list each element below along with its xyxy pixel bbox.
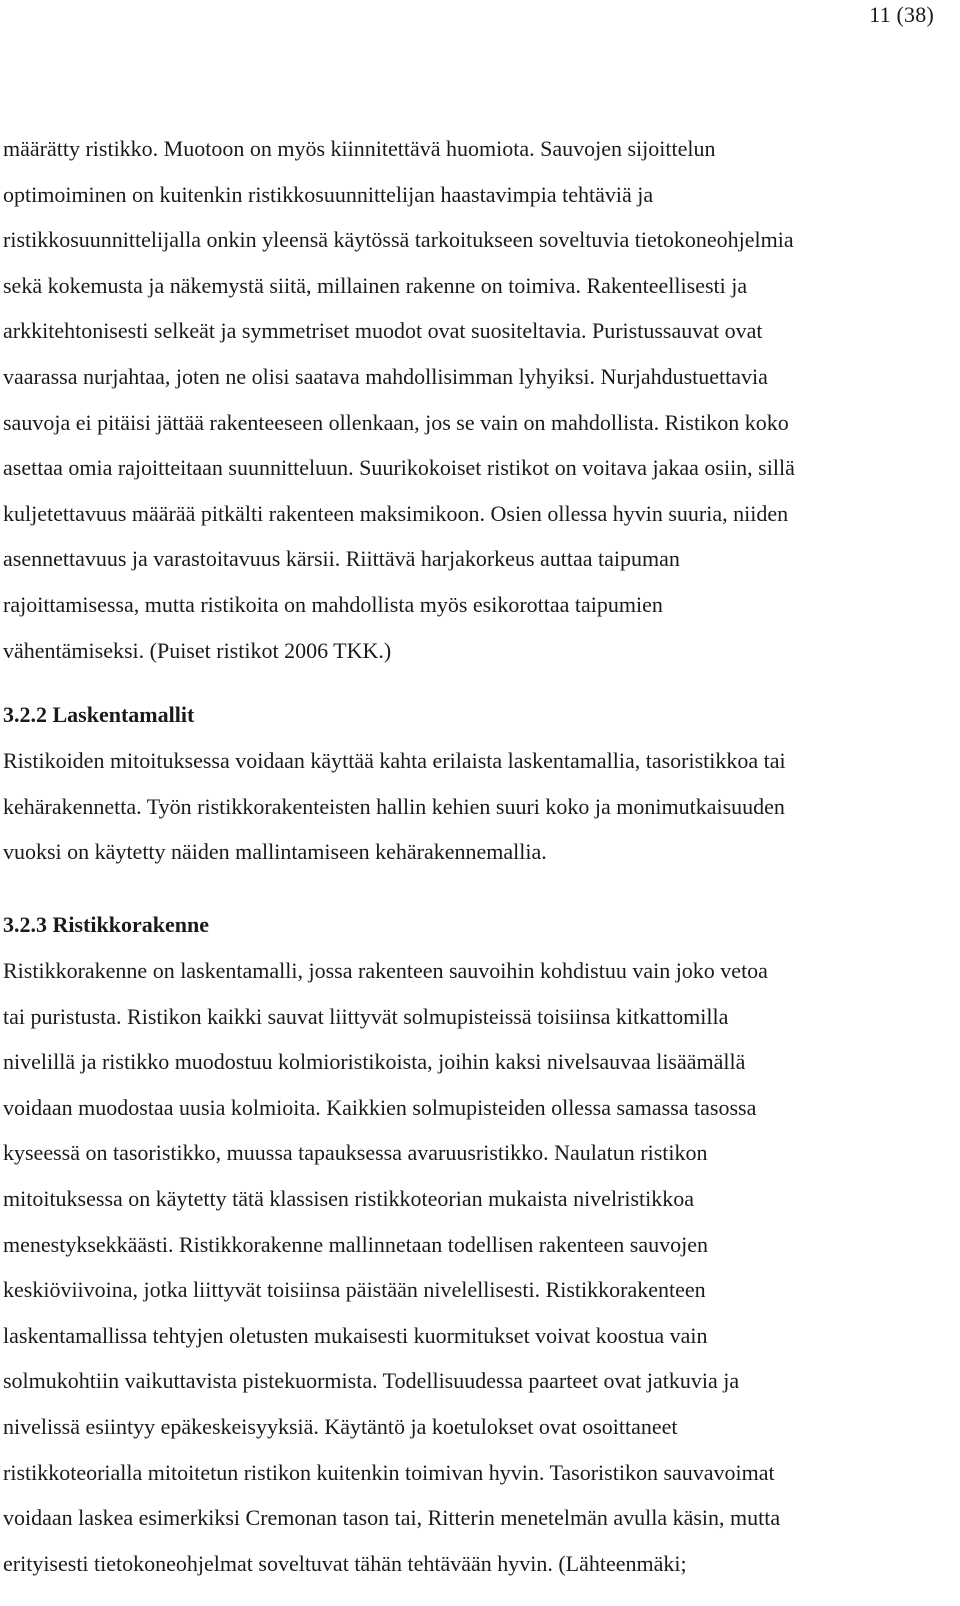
text-line: kehärakennetta. Työn ristikkorakenteisten hallin kehien suuri koko ja monimutkaisuuden (3, 793, 785, 819)
paragraph-truss-design (3, 126, 795, 673)
text-line: mitoituksessa on käytetty tätä klassisen ristikkoteorian mukaista nivelristikkoa (3, 1185, 695, 1211)
text-line: arkkitehtonisesti selkeät ja symmetriset muodot ovat suositeltavia. Puristussauvat ovat (3, 318, 763, 344)
text-line: erityisesti tietokoneohjelmat soveltuvat tähän tehtävään hyvin. (Lähteenmäki; (3, 1550, 687, 1576)
text-line: solmukohtiin vaikuttavista pistekuormista. Todellisuudessa paarteet ovat jatkuvia ja (3, 1368, 740, 1394)
text-line: sekä kokemusta ja näkemystä siitä, millainen rakenne on toimiva. Rakenteellisesti ja (3, 272, 748, 298)
text-line: menestyksekkäästi. Ristikkorakenne mallinnetaan todellisen rakenteen sauvojen (3, 1231, 709, 1257)
text-line: voidaan laskea esimerkiksi Cremonan tason tai, Ritterin menetelmän avulla käsin, mutta (3, 1505, 781, 1531)
text-line: vaarassa nurjahtaa, joten ne olisi saatava mahdollisimman lyhyiksi. Nurjahdustuettavia (3, 363, 768, 389)
text-line: voidaan muodostaa uusia kolmioita. Kaikkien solmupisteiden ollessa samassa tasossa (3, 1094, 757, 1120)
text-line: rajoittamisessa, mutta ristikoita on mahdollista myös esikorottaa taipumien (3, 591, 663, 617)
text-line: asettaa omia rajoitteitaan suunnitteluun. Suurikokoiset ristikot on voitava jakaa osiin, sillä (3, 455, 795, 481)
paragraph-truss-structure (3, 948, 780, 1586)
text-line: kuljetettavuus määrää pitkälti rakenteen maksimikoon. Osien ollessa hyvin suuria, niiden (3, 500, 789, 526)
text-line: vähentämiseksi. (Puiset ristikot 2006 TKK.) (3, 637, 392, 663)
page-number: 11 (38) (869, 2, 934, 27)
text-line: Ristikoiden mitoituksessa voidaan käyttää kahta erilaista laskentamallia, tasoristikkoa tai (3, 748, 786, 773)
text-line: Ristikkorakenne on laskentamalli, jossa rakenteen sauvoihin kohdistuu vain joko vetoa (3, 958, 768, 983)
text-line: optimoiminen on kuitenkin ristikkosuunnittelijan haastavimpia tehtäviä ja (3, 181, 654, 207)
text-line: ristikkoteorialla mitoitetun ristikon kuitenkin toimivan hyvin. Tasoristikon sauvavoimat (3, 1459, 775, 1485)
section-heading-ristikkorakenne: 3.2.3 Ristikkorakenne (3, 912, 209, 937)
text-line: sauvoja ei pitäisi jättää rakenteeseen ollenkaan, jos se vain on mahdollista. Ristikon koko (3, 409, 789, 435)
text-line: tai puristusta. Ristikon kaikki sauvat liittyvät solmupisteissä toisiinsa kitkattomilla (3, 1003, 729, 1029)
text-line: nivelissä esiintyy epäkeskeisyyksiä. Käytäntö ja koetulokset ovat osoittaneet (3, 1413, 678, 1439)
text-line: kyseessä on tasoristikko, muussa tapauksessa avaruusristikko. Naulatun ristikon (3, 1140, 708, 1166)
text-line: ristikkosuunnittelijalla onkin yleensä käytössä tarkoitukseen soveltuvia tietokoneohjelmia (3, 227, 794, 253)
text-line: laskentamallissa tehtyjen oletusten mukaisesti kuormitukset voivat koostua vain (3, 1322, 708, 1348)
paragraph-calculation-models (3, 738, 786, 875)
text-line: asennettavuus ja varastoitavuus kärsii. Riittävä harjakorkeus auttaa taipuman (3, 546, 680, 572)
text-line: määrätty ristikko. Muotoon on myös kiinnitettävä huomiota. Sauvojen sijoittelun (3, 136, 716, 161)
text-line: nivelillä ja ristikko muodostuu kolmioristikoista, joihin kaksi nivelsauvaa lisäämällä (3, 1049, 746, 1075)
text-line: keskiöviivoina, jotka liittyvät toisiinsa päistään nivelellisesti. Ristikkorakenteen (3, 1277, 706, 1303)
text-line: vuoksi on käytetty näiden mallintamiseen kehärakennemallia. (3, 839, 547, 865)
section-heading-laskentamallit: 3.2.2 Laskentamallit (3, 702, 195, 727)
